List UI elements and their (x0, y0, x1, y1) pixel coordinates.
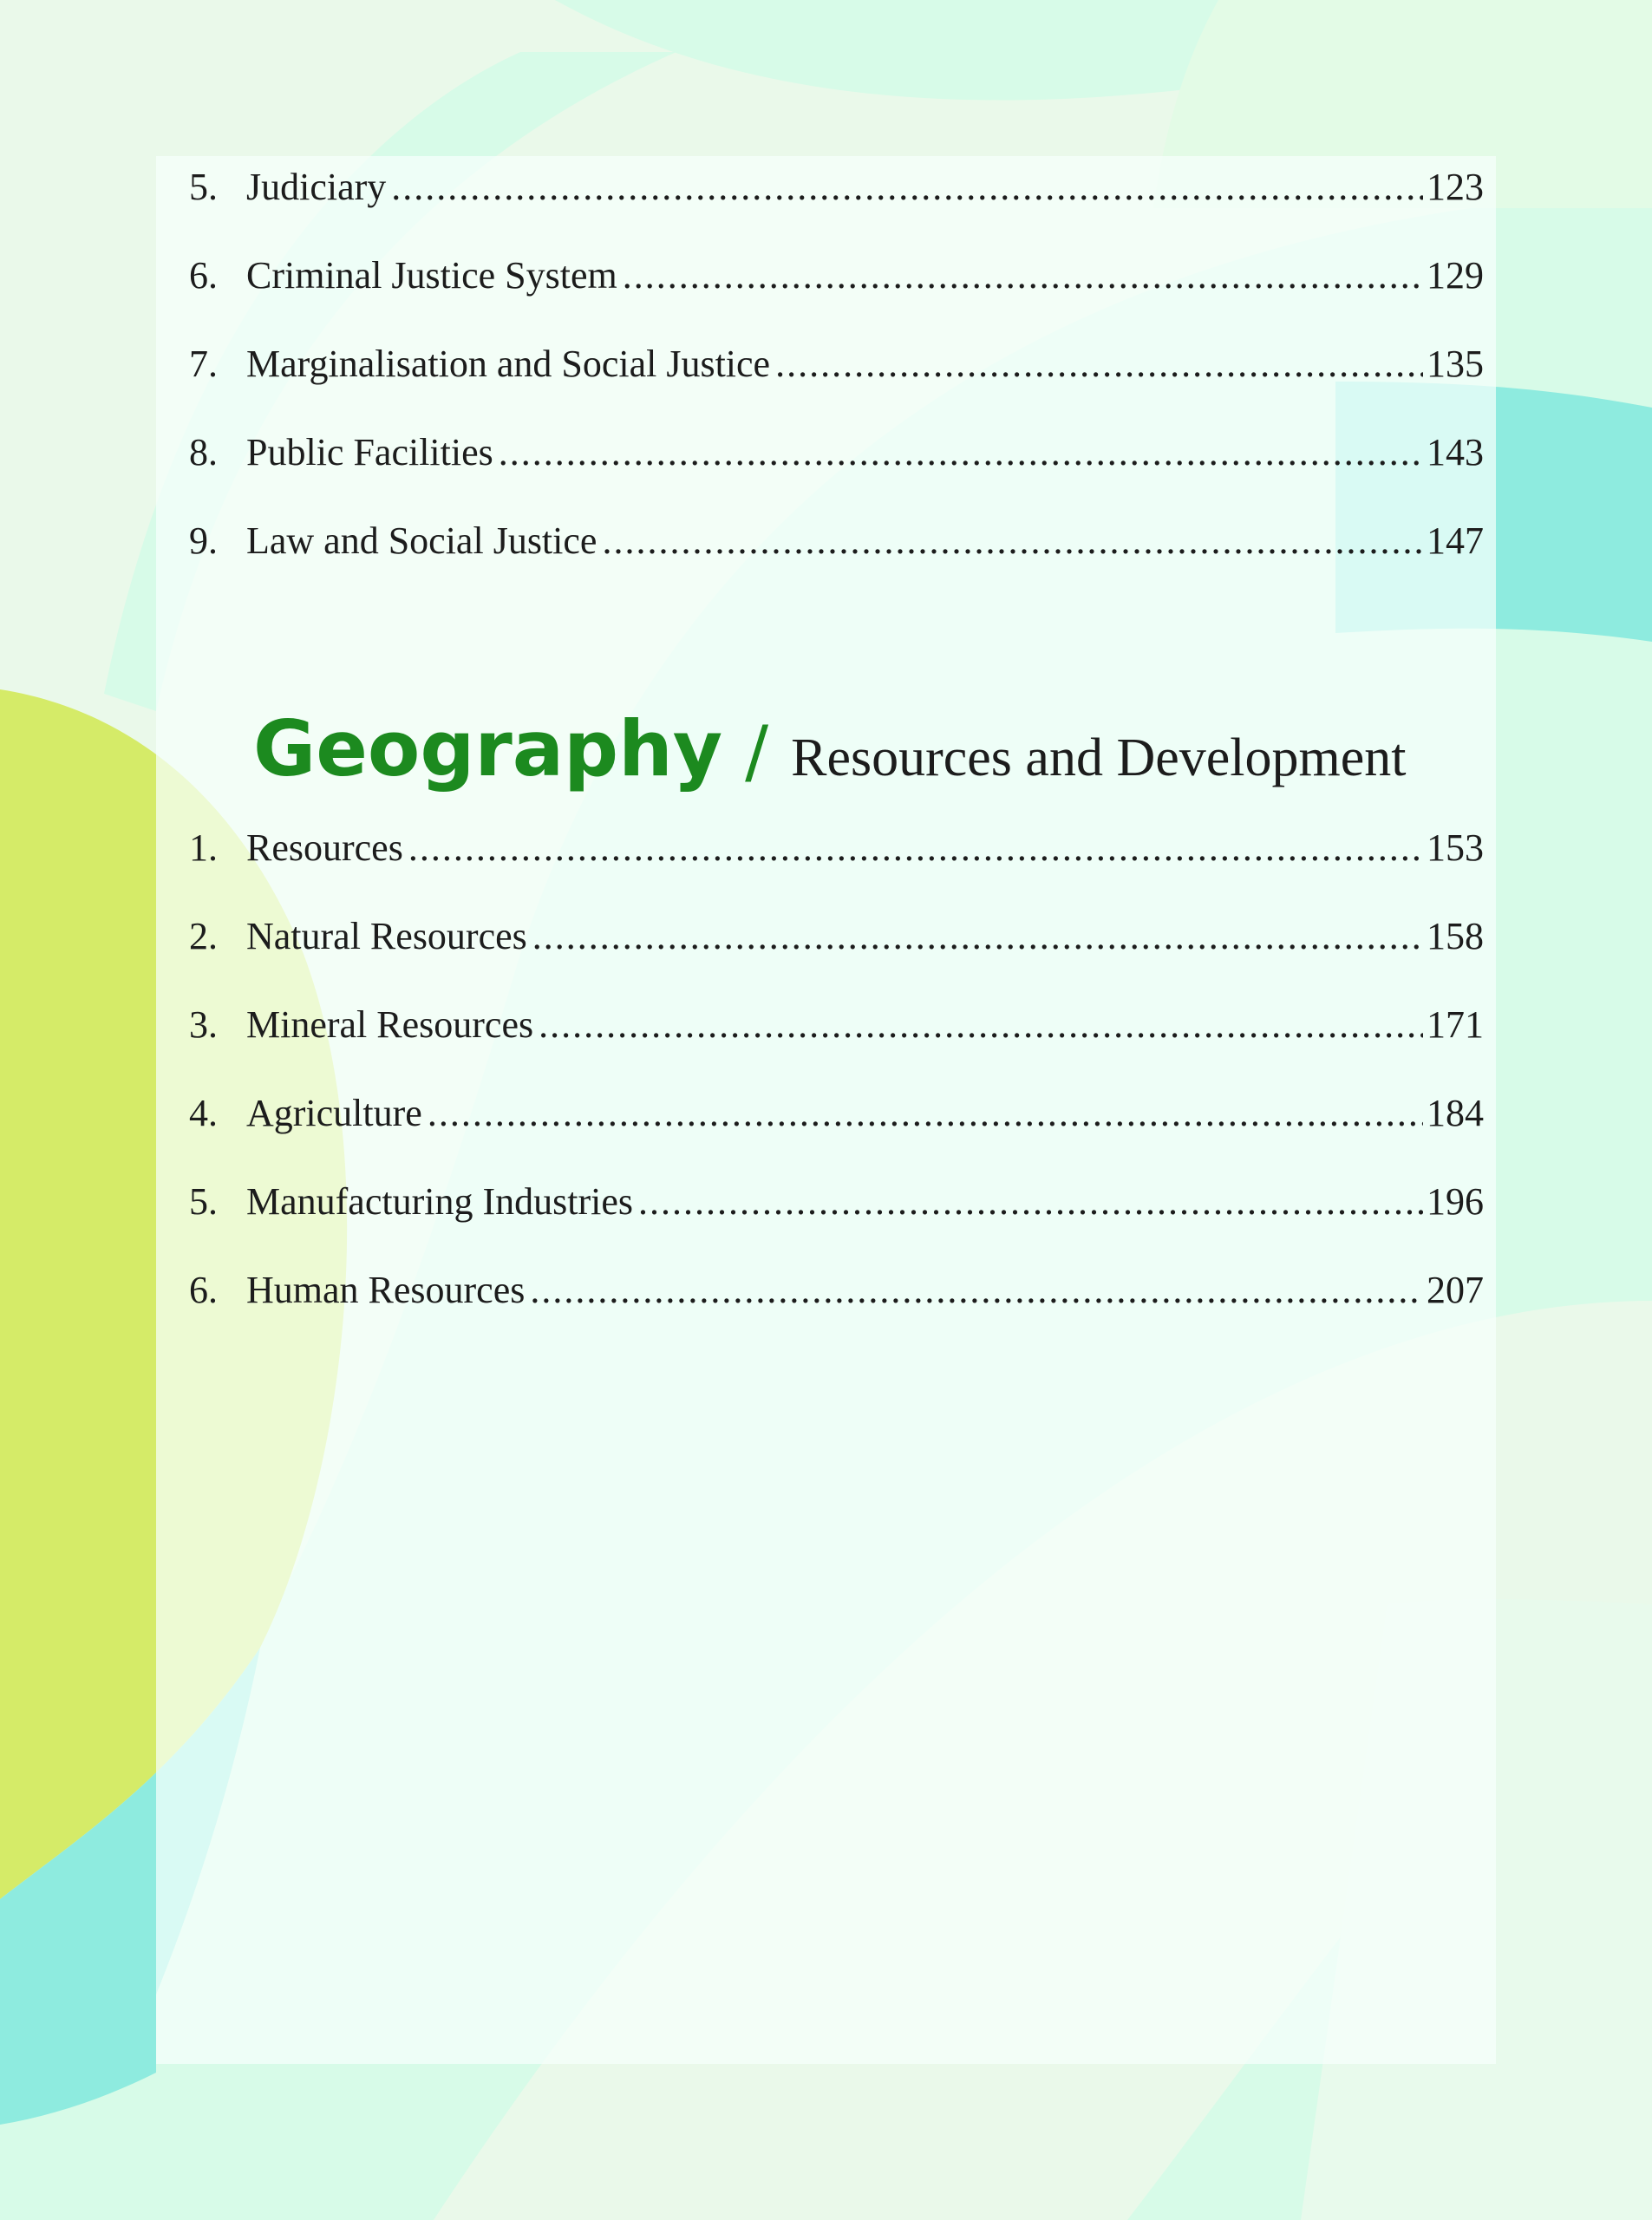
entry-page-number: 196 (1427, 1180, 1484, 1223)
entry-title: Mineral Resources (246, 1003, 534, 1046)
dot-leader (499, 430, 1423, 474)
entry-title: Public Facilities (246, 431, 493, 473)
dot-leader (638, 1179, 1423, 1224)
toc-entry[interactable] (189, 165, 1484, 253)
section-separator: / (745, 711, 769, 792)
dot-leader (532, 914, 1423, 958)
entry-number: 2. (189, 915, 218, 957)
geography-contents-list (189, 826, 1484, 1356)
toc-entry[interactable] (189, 1091, 1484, 1179)
entry-page-number: 158 (1427, 915, 1484, 957)
civics-contents-list (189, 165, 1484, 607)
entry-page-number: 153 (1427, 826, 1484, 869)
dot-leader (428, 1091, 1423, 1135)
toc-entry[interactable] (189, 1268, 1484, 1356)
dot-leader (530, 1268, 1423, 1312)
toc-entry[interactable] (189, 1179, 1484, 1268)
entry-number: 6. (189, 1269, 218, 1311)
entry-number: 5. (189, 166, 218, 208)
dot-leader (775, 342, 1423, 386)
toc-entry[interactable] (189, 519, 1484, 607)
entry-title: Law and Social Justice (246, 519, 597, 562)
toc-entry[interactable] (189, 253, 1484, 342)
entry-page-number: 129 (1427, 254, 1484, 297)
entry-number: 1. (189, 826, 218, 869)
entry-title: Marginalisation and Social Justice (246, 343, 771, 385)
toc-entry[interactable] (189, 430, 1484, 519)
entry-number: 7. (189, 343, 218, 385)
entry-number: 4. (189, 1092, 218, 1134)
entry-number: 3. (189, 1003, 218, 1046)
entry-title: Agriculture (246, 1092, 422, 1134)
section-heading (253, 704, 1406, 793)
dot-leader (539, 1002, 1423, 1047)
entry-page-number: 207 (1427, 1269, 1484, 1311)
toc-entry[interactable] (189, 914, 1484, 1002)
entry-page-number: 143 (1427, 431, 1484, 473)
toc-entry[interactable] (189, 342, 1484, 430)
entry-title: Manufacturing Industries (246, 1180, 633, 1223)
entry-number: 5. (189, 1180, 218, 1223)
entry-number: 6. (189, 254, 218, 297)
section-subtitle: Resources and Development (791, 728, 1407, 787)
entry-page-number: 135 (1427, 343, 1484, 385)
entry-title: Criminal Justice System (246, 254, 617, 297)
entry-title: Judiciary (246, 166, 387, 208)
entry-title: Human Resources (246, 1269, 526, 1311)
entry-page-number: 184 (1427, 1092, 1484, 1134)
entry-title: Resources (246, 826, 403, 869)
dot-leader (408, 826, 1423, 870)
entry-number: 8. (189, 431, 218, 473)
dot-leader (623, 253, 1423, 297)
toc-entry[interactable] (189, 1002, 1484, 1091)
entry-page-number: 171 (1427, 1003, 1484, 1046)
dot-leader (391, 165, 1423, 209)
entry-title: Natural Resources (246, 915, 527, 957)
section-title: Geography (253, 704, 723, 793)
toc-entry[interactable] (189, 826, 1484, 914)
entry-page-number: 147 (1427, 519, 1484, 562)
entry-page-number: 123 (1427, 166, 1484, 208)
entry-number: 9. (189, 519, 218, 562)
dot-leader (602, 519, 1423, 563)
